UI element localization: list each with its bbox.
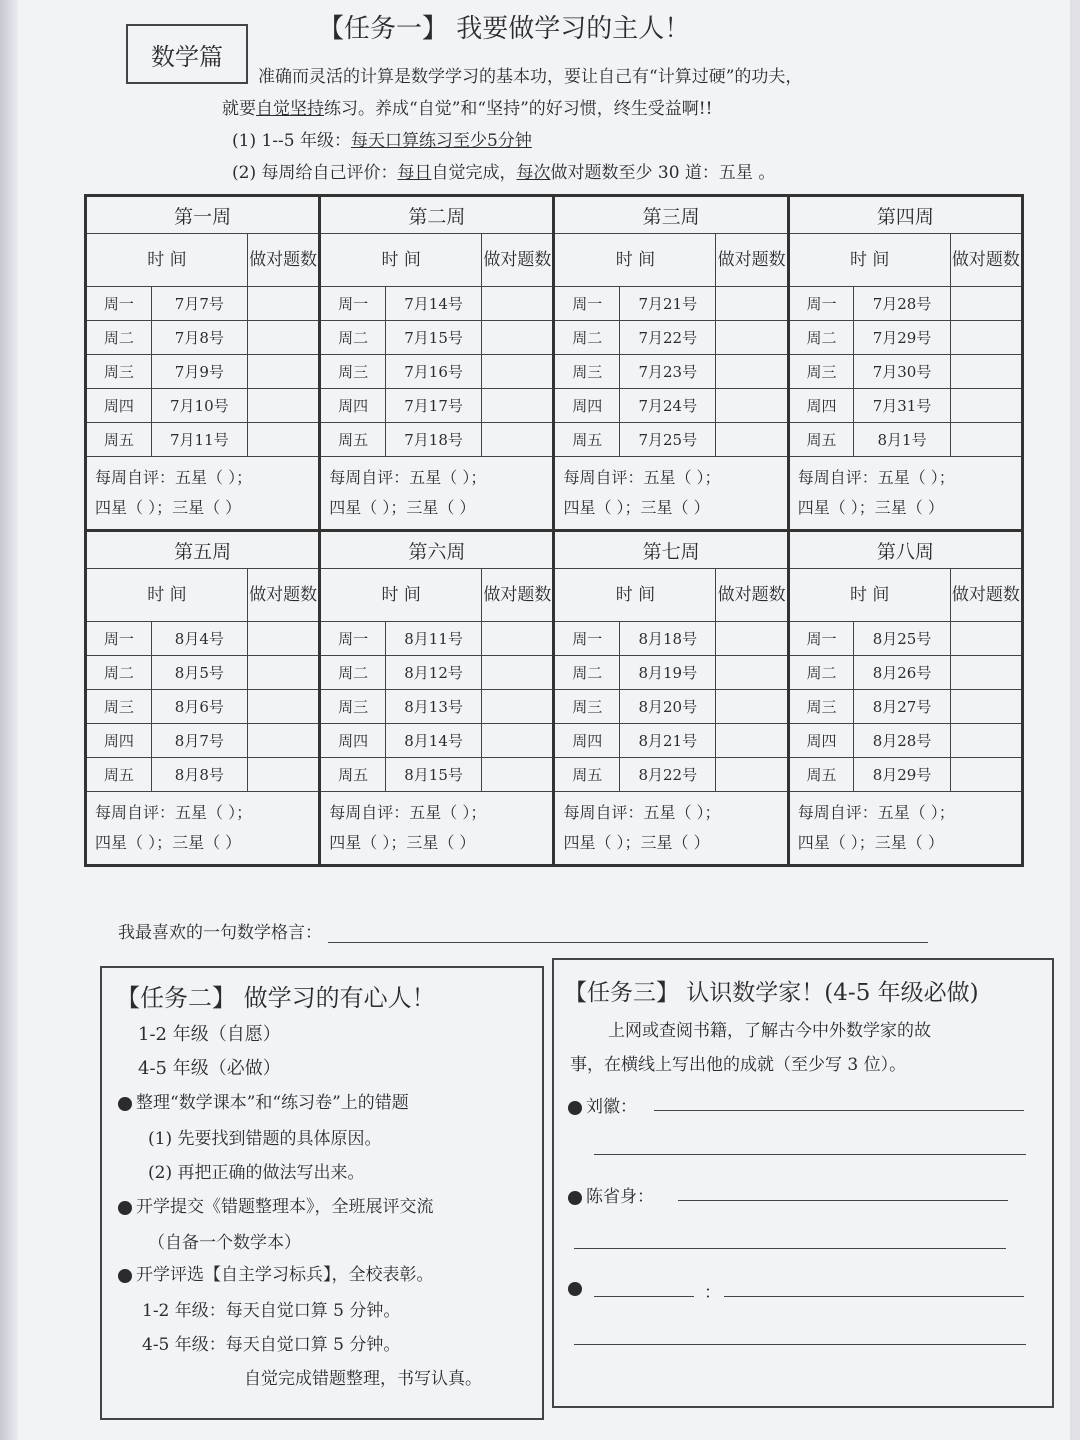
mathematician-1-line-1[interactable] — [654, 1110, 1024, 1111]
correct-count-cell[interactable] — [482, 321, 554, 355]
eval-line-1: 每周自评：五星（ ）； — [563, 803, 721, 822]
correct-count-cell[interactable] — [482, 758, 554, 792]
weekly-self-eval[interactable] — [86, 792, 320, 866]
task2-item-3c: 自觉完成错题整理，书写认真。 — [244, 1369, 482, 1389]
bullet-icon — [568, 1101, 582, 1115]
weekday-cell: 周四 — [788, 724, 854, 758]
eval-line-2: 四星（ ）；三星（ ） — [329, 833, 476, 852]
date-cell: 8月14号 — [385, 724, 481, 758]
week-name: 第七周 — [554, 531, 788, 569]
time-header: 时 间 — [788, 569, 950, 622]
favorite-motto — [118, 918, 928, 943]
weekly-self-eval[interactable] — [320, 792, 554, 866]
eval-line-2: 四星（ ）；三星（ ） — [563, 833, 710, 852]
weekday-cell: 周五 — [320, 423, 386, 457]
weekday-cell: 周五 — [788, 423, 854, 457]
mathematician-3-line-2[interactable] — [574, 1344, 1026, 1345]
weekday-cell: 周二 — [86, 321, 152, 355]
correct-count-cell[interactable] — [247, 690, 319, 724]
requirement-1: (1) 1--5 年级：每天口算练习至少5分钟 — [232, 131, 532, 151]
motto-blank-line[interactable] — [328, 942, 928, 943]
correct-count-cell[interactable] — [950, 287, 1022, 321]
date-cell: 7月11号 — [151, 423, 247, 457]
mathematician-3-colon: ： — [704, 1283, 721, 1303]
table-row — [86, 321, 1023, 355]
bullet-icon — [118, 1097, 132, 1111]
correct-count-cell[interactable] — [247, 355, 319, 389]
correct-count-cell[interactable] — [482, 287, 554, 321]
weekly-self-eval[interactable] — [86, 457, 320, 531]
correct-count-cell[interactable] — [950, 656, 1022, 690]
weekly-self-eval[interactable] — [554, 792, 788, 866]
weekday-cell: 周二 — [320, 321, 386, 355]
eval-line-2: 四星（ ）；三星（ ） — [563, 498, 710, 517]
weekly-self-eval[interactable] — [320, 457, 554, 531]
intro-line-2: 就要自觉坚持练习。养成“自觉”和“坚持”的好习惯，终生受益啊!! — [222, 99, 713, 119]
task2-item-3: 开学评选【自主学习标兵】，全校表彰。 — [118, 1260, 434, 1285]
weekday-cell: 周四 — [320, 389, 386, 423]
bullet-icon — [568, 1282, 582, 1296]
weekday-cell: 周二 — [86, 656, 152, 690]
weekday-cell: 周五 — [86, 423, 152, 457]
task2-grade-4-5: 4-5 年级（必做） — [138, 1058, 281, 1079]
table-row — [86, 355, 1023, 389]
bullet-icon — [118, 1269, 132, 1283]
time-header: 时 间 — [86, 569, 248, 622]
week-name: 第三周 — [554, 196, 788, 234]
correct-count-cell[interactable] — [247, 622, 319, 656]
eval-line-1: 每周自评：五星（ ）； — [797, 803, 955, 822]
date-cell: 7月25号 — [620, 423, 716, 457]
table-row — [86, 423, 1023, 457]
bullet-icon — [118, 1201, 132, 1215]
eval-line-1: 每周自评：五星（ ）； — [797, 468, 955, 487]
mathematician-2-label: 陈省身： — [568, 1182, 654, 1207]
correct-count-cell[interactable] — [247, 423, 319, 457]
date-cell: 7月22号 — [620, 321, 716, 355]
date-cell: 8月29号 — [854, 758, 950, 792]
task2-title: 【任务二】 做学习的有心人！ — [116, 984, 436, 1012]
table-row — [86, 622, 1023, 656]
date-cell: 8月21号 — [620, 724, 716, 758]
correct-count-cell[interactable] — [716, 758, 788, 792]
correct-count-cell[interactable] — [482, 724, 554, 758]
weekly-self-eval[interactable] — [788, 457, 1022, 531]
date-cell: 7月31号 — [854, 389, 950, 423]
time-header: 时 间 — [788, 234, 950, 287]
weekday-cell: 周四 — [554, 389, 620, 423]
date-cell: 8月5号 — [151, 656, 247, 690]
date-cell: 8月28号 — [854, 724, 950, 758]
task2-grade-1-2: 1-2 年级（自愿） — [138, 1024, 281, 1045]
mathematician-1-line-2[interactable] — [594, 1154, 1026, 1155]
correct-count-header: 做对题数 — [247, 234, 319, 287]
weekday-cell: 周三 — [320, 690, 386, 724]
weekday-cell: 周二 — [788, 321, 854, 355]
weekday-cell: 周一 — [554, 287, 620, 321]
date-cell: 8月12号 — [385, 656, 481, 690]
correct-count-header: 做对题数 — [716, 569, 788, 622]
date-cell: 7月29号 — [854, 321, 950, 355]
weekday-cell: 周三 — [554, 355, 620, 389]
weekday-cell: 周五 — [554, 423, 620, 457]
weekday-cell: 周一 — [554, 622, 620, 656]
weekly-practice-table-wrap — [84, 194, 1024, 867]
correct-count-header: 做对题数 — [716, 234, 788, 287]
eval-line-1: 每周自评：五星（ ）； — [95, 468, 253, 487]
motto-label: 我最喜欢的一句数学格言： — [118, 923, 322, 943]
mathematician-3-line-1[interactable] — [724, 1296, 1024, 1297]
correct-count-cell[interactable] — [950, 423, 1022, 457]
correct-count-cell[interactable] — [482, 622, 554, 656]
eval-line-2: 四星（ ）；三星（ ） — [329, 498, 476, 517]
date-cell: 7月18号 — [385, 423, 481, 457]
week-name: 第一周 — [86, 196, 320, 234]
date-cell: 8月25号 — [854, 622, 950, 656]
correct-count-cell[interactable] — [482, 389, 554, 423]
eval-line-2: 四星（ ）；三星（ ） — [797, 498, 944, 517]
task2-item-3b: 4-5 年级：每天自觉口算 5 分钟。 — [142, 1335, 401, 1355]
week-name: 第八周 — [788, 531, 1022, 569]
task2-item-2a: （自备一个数学本） — [148, 1233, 301, 1253]
time-header: 时 间 — [554, 234, 716, 287]
mathematician-2-line-1[interactable] — [678, 1200, 1008, 1201]
week-name-row — [86, 531, 1023, 569]
date-cell: 8月8号 — [151, 758, 247, 792]
weekday-cell: 周三 — [788, 690, 854, 724]
weekday-cell: 周二 — [788, 656, 854, 690]
eval-line-1: 每周自评：五星（ ）； — [563, 468, 721, 487]
task3-intro-2: 事，在横线上写出他的成就（至少写 3 位）。 — [570, 1055, 907, 1075]
date-cell: 7月17号 — [385, 389, 481, 423]
correct-count-cell[interactable] — [950, 355, 1022, 389]
date-cell: 8月26号 — [854, 656, 950, 690]
correct-count-cell[interactable] — [716, 423, 788, 457]
task2-item-3a: 1-2 年级：每天自觉口算 5 分钟。 — [142, 1301, 401, 1321]
weekday-cell: 周五 — [320, 758, 386, 792]
date-cell: 7月14号 — [385, 287, 481, 321]
mathematician-3-name-line[interactable] — [594, 1296, 694, 1297]
correct-count-cell[interactable] — [247, 656, 319, 690]
date-cell: 7月16号 — [385, 355, 481, 389]
weekly-self-eval[interactable] — [788, 792, 1022, 866]
task2-item-1a: (1) 先要找到错题的具体原因。 — [148, 1129, 382, 1149]
date-cell: 7月7号 — [151, 287, 247, 321]
correct-count-header: 做对题数 — [950, 234, 1022, 287]
correct-count-cell[interactable] — [716, 690, 788, 724]
book-spine — [0, 0, 18, 1440]
date-cell: 8月7号 — [151, 724, 247, 758]
correct-count-cell[interactable] — [716, 287, 788, 321]
table-row — [86, 656, 1023, 690]
correct-count-cell[interactable] — [950, 321, 1022, 355]
table-row — [86, 389, 1023, 423]
task3-intro-1: 上网或查阅书籍，了解古今中外数学家的故 — [608, 1021, 931, 1041]
subject-tag: 数学篇 — [126, 24, 248, 84]
correct-count-cell[interactable] — [482, 690, 554, 724]
date-cell: 7月10号 — [151, 389, 247, 423]
task1-title: 【任务一】 我要做学习的主人！ — [318, 14, 691, 44]
correct-count-header: 做对题数 — [247, 569, 319, 622]
task3-box — [552, 958, 1054, 1408]
weekday-cell: 周三 — [320, 355, 386, 389]
correct-count-cell[interactable] — [716, 724, 788, 758]
mathematician-1-label: 刘徽： — [568, 1092, 637, 1117]
correct-count-header: 做对题数 — [482, 569, 554, 622]
eval-line-1: 每周自评：五星（ ）； — [329, 468, 487, 487]
date-cell: 8月13号 — [385, 690, 481, 724]
correct-count-cell[interactable] — [716, 622, 788, 656]
weekly-practice-table — [84, 194, 1024, 867]
date-cell: 7月28号 — [854, 287, 950, 321]
time-header: 时 间 — [320, 569, 482, 622]
eval-line-2: 四星（ ）；三星（ ） — [95, 833, 242, 852]
time-header: 时 间 — [86, 234, 248, 287]
weekday-cell: 周四 — [788, 389, 854, 423]
date-cell: 8月6号 — [151, 690, 247, 724]
weekday-cell: 周二 — [554, 656, 620, 690]
date-cell: 7月24号 — [620, 389, 716, 423]
weekly-self-eval-row — [86, 457, 1023, 531]
weekday-cell: 周三 — [86, 355, 152, 389]
correct-count-header: 做对题数 — [482, 234, 554, 287]
weekday-cell: 周五 — [554, 758, 620, 792]
task2-item-1: 整理“数学课本”和“练习卷”上的错题 — [118, 1088, 409, 1113]
bullet-icon — [568, 1191, 582, 1205]
date-cell: 8月1号 — [854, 423, 950, 457]
date-cell: 8月15号 — [385, 758, 481, 792]
weekday-cell: 周一 — [86, 622, 152, 656]
date-cell: 8月18号 — [620, 622, 716, 656]
table-row — [86, 758, 1023, 792]
weekday-cell: 周一 — [788, 622, 854, 656]
correct-count-cell[interactable] — [716, 321, 788, 355]
date-cell: 8月20号 — [620, 690, 716, 724]
date-cell: 7月23号 — [620, 355, 716, 389]
eval-line-1: 每周自评：五星（ ）； — [95, 803, 253, 822]
task3-title: 【任务三】 认识数学家！(4-5 年级必做) — [564, 980, 979, 1006]
week-name: 第五周 — [86, 531, 320, 569]
table-row — [86, 287, 1023, 321]
worksheet-page — [18, 0, 1070, 1440]
weekday-cell: 周一 — [86, 287, 152, 321]
correct-count-cell[interactable] — [716, 355, 788, 389]
weekday-cell: 周四 — [320, 724, 386, 758]
weekday-cell: 周一 — [788, 287, 854, 321]
date-cell: 8月19号 — [620, 656, 716, 690]
date-cell: 7月9号 — [151, 355, 247, 389]
task2-item-2: 开学提交《错题整理本》，全班展评交流 — [118, 1192, 434, 1217]
correct-count-cell[interactable] — [716, 389, 788, 423]
date-cell: 8月4号 — [151, 622, 247, 656]
eval-line-2: 四星（ ）；三星（ ） — [95, 498, 242, 517]
date-cell: 7月15号 — [385, 321, 481, 355]
table-row — [86, 690, 1023, 724]
correct-count-cell[interactable] — [716, 656, 788, 690]
weekday-cell: 周二 — [320, 656, 386, 690]
correct-count-cell[interactable] — [950, 389, 1022, 423]
week-name: 第六周 — [320, 531, 554, 569]
weekday-cell: 周二 — [554, 321, 620, 355]
correct-count-cell[interactable] — [950, 724, 1022, 758]
requirement-2: (2) 每周给自己评价：每日自觉完成，每次做对题数至少 30 道：五星 。 — [232, 163, 776, 183]
table-row — [86, 724, 1023, 758]
mathematician-3-label — [568, 1278, 586, 1298]
date-cell: 7月8号 — [151, 321, 247, 355]
task2-item-1b: (2) 再把正确的做法写出来。 — [148, 1163, 365, 1183]
weekday-cell: 周一 — [320, 287, 386, 321]
correct-count-header: 做对题数 — [950, 569, 1022, 622]
weekday-cell: 周四 — [554, 724, 620, 758]
correct-count-cell[interactable] — [482, 656, 554, 690]
week-name: 第四周 — [788, 196, 1022, 234]
date-cell: 7月30号 — [854, 355, 950, 389]
weekly-self-eval-row — [86, 792, 1023, 866]
weekday-cell: 周三 — [788, 355, 854, 389]
intro-line-1: 准确而灵活的计算是数学学习的基本功，要让自己有“计算过硬”的功夫， — [258, 67, 803, 87]
correct-count-cell[interactable] — [247, 758, 319, 792]
task2-box — [100, 966, 544, 1420]
correct-count-cell[interactable] — [950, 622, 1022, 656]
weekday-cell: 周四 — [86, 389, 152, 423]
weekday-cell: 周三 — [86, 690, 152, 724]
correct-count-cell[interactable] — [247, 389, 319, 423]
correct-count-cell[interactable] — [482, 355, 554, 389]
correct-count-cell[interactable] — [950, 758, 1022, 792]
correct-count-cell[interactable] — [247, 724, 319, 758]
weekday-cell: 周三 — [554, 690, 620, 724]
mathematician-2-line-2[interactable] — [574, 1248, 1006, 1249]
weekday-cell: 周一 — [320, 622, 386, 656]
time-header: 时 间 — [554, 569, 716, 622]
date-cell: 8月27号 — [854, 690, 950, 724]
weekly-self-eval[interactable] — [554, 457, 788, 531]
correct-count-cell[interactable] — [247, 321, 319, 355]
column-header-row — [86, 569, 1023, 622]
week-name-row — [86, 196, 1023, 234]
date-cell: 8月11号 — [385, 622, 481, 656]
week-name: 第二周 — [320, 196, 554, 234]
correct-count-cell[interactable] — [247, 287, 319, 321]
correct-count-cell[interactable] — [482, 423, 554, 457]
time-header: 时 间 — [320, 234, 482, 287]
weekday-cell: 周五 — [86, 758, 152, 792]
correct-count-cell[interactable] — [950, 690, 1022, 724]
eval-line-1: 每周自评：五星（ ）； — [329, 803, 487, 822]
date-cell: 7月21号 — [620, 287, 716, 321]
weekday-cell: 周五 — [788, 758, 854, 792]
weekday-cell: 周四 — [86, 724, 152, 758]
date-cell: 8月22号 — [620, 758, 716, 792]
eval-line-2: 四星（ ）；三星（ ） — [797, 833, 944, 852]
column-header-row — [86, 234, 1023, 287]
